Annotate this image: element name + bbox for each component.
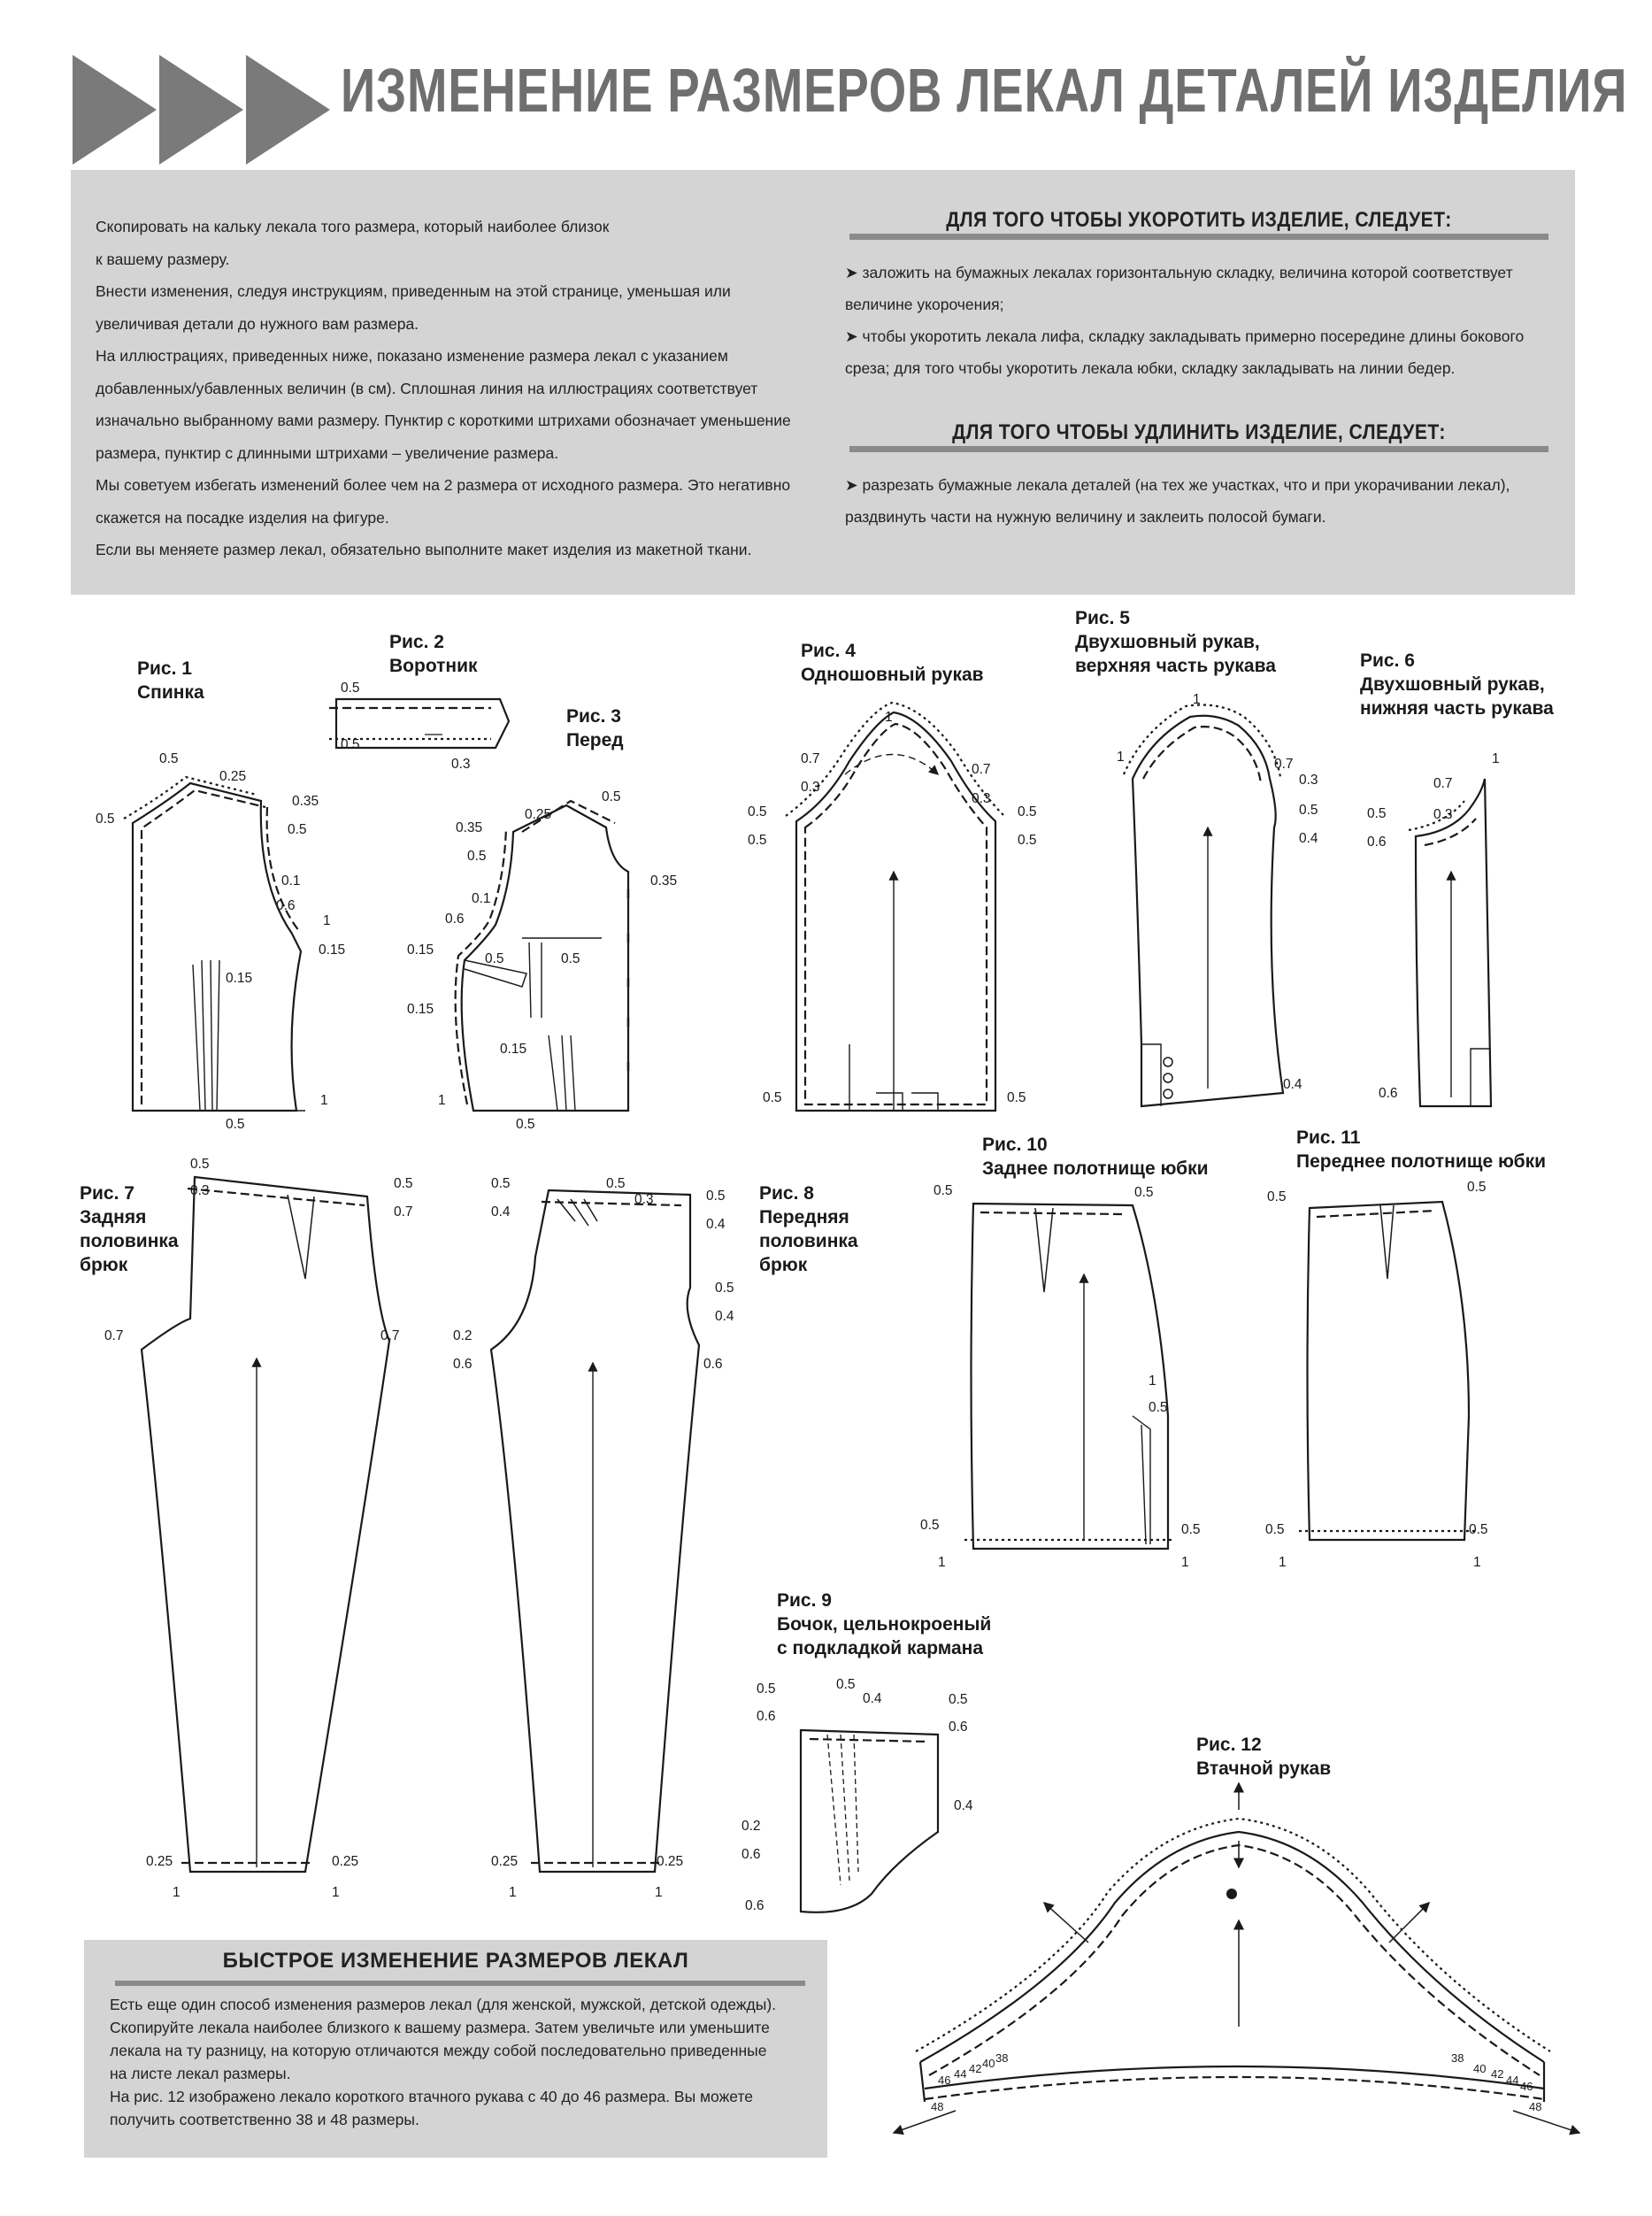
dim-label: 0.6	[445, 912, 465, 927]
fig5-name: Двухшовный рукав,	[1075, 632, 1260, 652]
size-label: 44	[954, 2067, 967, 2081]
dim-label: 0.3	[972, 791, 991, 806]
fig1-number: Рис. 1	[137, 658, 192, 679]
intro-line: На иллюстрациях, приведенных ниже, показано изменение размера лекал с указанием	[96, 347, 728, 365]
dim-label: 0.5	[190, 1157, 210, 1172]
dim-label: 1	[1181, 1555, 1189, 1570]
dim-label: 0.6	[1379, 1086, 1398, 1101]
dim-label: 0.3	[1299, 773, 1318, 788]
fig10-name: Заднее полотнище юбки	[982, 1158, 1209, 1179]
fig6-name: Двухшовный рукав,	[1360, 674, 1545, 695]
dim-label: 0.25	[332, 1854, 359, 1869]
dim-label: 0.3	[801, 780, 820, 795]
size-label: 40	[1473, 2062, 1487, 2075]
dim-label: 0.1	[281, 873, 301, 889]
dim-label: 0.5	[934, 1183, 953, 1198]
dim-label: 0.2	[741, 1819, 761, 1834]
intro-line: Если вы меняете размер лекал, обязательно выполните макет изделия из макетной ткани.	[96, 541, 752, 558]
fig6-sleeve-under-pattern	[1409, 779, 1491, 1106]
size-label: 44	[1506, 2074, 1519, 2087]
dim-label: 0.35	[650, 873, 678, 889]
intro-line: Внести изменения, следуя инструкциям, приведенным на этой странице, уменьшая или	[96, 282, 731, 300]
dim-label: 0.7	[972, 762, 991, 777]
dim-label: 0.7	[801, 751, 820, 766]
fig3-name: Перед	[566, 730, 624, 750]
dim-label: 0.5	[757, 1681, 776, 1697]
lengthen-line: раздвинуть части на нужную величину и заклеить полосой бумаги.	[845, 508, 1326, 526]
dim-label: 1	[323, 913, 331, 928]
dim-label: 0.3	[634, 1192, 654, 1207]
lengthen-heading: ДЛЯ ТОГО ЧТОБЫ УДЛИНИТЬ ИЗДЕЛИЕ, СЛЕДУЕТ:	[952, 420, 1446, 444]
dim-label: 0.25	[657, 1854, 684, 1869]
dim-label: 0.6	[453, 1357, 473, 1372]
dim-label: 0.5	[949, 1692, 968, 1707]
dim-label: 0.3	[451, 757, 471, 772]
fig11-name: Переднее полотнище юбки	[1296, 1151, 1547, 1172]
fig6-number: Рис. 6	[1360, 650, 1415, 671]
dim-label: 0.1	[472, 891, 491, 906]
quick-line: На рис. 12 изображено лекало короткого втачного рукава с 40 до 46 размера. Вы можете	[110, 2088, 753, 2105]
dimension-labels	[96, 681, 1541, 2113]
dim-label: 0.5	[606, 1176, 626, 1191]
dim-label: 0.4	[1299, 831, 1318, 846]
intro-line: скажется на посадке изделия на фигуре.	[96, 508, 389, 527]
dim-label: 0.4	[706, 1217, 726, 1232]
page-title: ИЗМЕНЕНИЕ РАЗМЕРОВ ЛЕКАЛ ДЕТАЛЕЙ ИЗДЕЛИЯ	[341, 56, 1628, 125]
dim-label: 0.4	[954, 1798, 973, 1813]
dim-label: 0.6	[703, 1357, 723, 1372]
dim-label: 1	[1279, 1555, 1287, 1570]
fig7-trouser-back-pattern	[142, 1177, 389, 1872]
dim-label: 0.5	[485, 951, 504, 966]
dim-label: 0.5	[836, 1677, 856, 1692]
dim-label: 0.4	[863, 1691, 882, 1706]
dim-label: 0.5	[602, 789, 621, 804]
shorten-line: ➤ чтобы укоротить лекала лифа, складку закладывать примерно посередине длины бокового	[845, 327, 1525, 345]
quick-line: лекала на ту разницу, на которую отличаются между собой последовательно приведенные	[110, 2042, 767, 2059]
dim-label: 0.5	[516, 1117, 535, 1132]
shorten-line: среза; для того чтобы укоротить лекала юбки, складку закладывать на линии бедер.	[845, 359, 1456, 377]
dim-label: 0.25	[219, 769, 247, 784]
dim-label: 0.5	[1134, 1185, 1154, 1200]
dim-label: 0.5	[1007, 1090, 1026, 1105]
dim-label: 0.6	[1367, 835, 1387, 850]
size-label: 46	[1520, 2080, 1533, 2093]
size-label: 48	[931, 2100, 944, 2113]
intro-line: увеличивая детали до нужного вам размера.	[96, 314, 419, 333]
fig8-trouser-front-pattern	[491, 1190, 699, 1872]
dim-label: 0.7	[1274, 757, 1294, 772]
fig12-center-dot	[1226, 1889, 1237, 1899]
dim-label: 0.3	[1433, 807, 1453, 822]
fig12-sleeve-grading	[894, 1783, 1579, 2133]
lengthen-line: ➤ разрезать бумажные лекала деталей (на тех же участках, что и при укорачивании лекал),	[845, 476, 1510, 494]
dim-label: 1	[332, 1885, 340, 1900]
shorten-line: ➤ заложить на бумажных лекалах горизонтальную складку, величина которой соответствует	[845, 264, 1513, 281]
fig4-name: Одношовный рукав	[801, 665, 984, 685]
dim-label: 0.15	[407, 943, 434, 958]
fig11-skirt-front-pattern	[1299, 1202, 1476, 1540]
fig2-name: Воротник	[389, 656, 478, 676]
fig5-sleeve-top-pattern	[1124, 705, 1283, 1107]
intro-line: добавленных/убавленных величин (в см). Сплошная линия на иллюстрациях соответствует	[96, 379, 758, 397]
dim-label: 0.3	[190, 1183, 210, 1198]
dim-label: 1	[1117, 750, 1125, 765]
size-label: 42	[969, 2062, 982, 2075]
dim-label: 0.5	[96, 812, 115, 827]
dim-label: 0.4	[1283, 1077, 1302, 1092]
dim-label: 0.2	[453, 1328, 473, 1343]
dim-label: 0.15	[319, 943, 346, 958]
size-label: 48	[1529, 2100, 1542, 2113]
dim-label: 0.6	[745, 1898, 765, 1913]
dim-label: 0.6	[276, 898, 296, 913]
fig11-number: Рис. 11	[1296, 1127, 1361, 1148]
intro-line: Скопировать на кальку лекала того размера, который наиболее близок	[96, 218, 610, 235]
dim-label: 0.5	[748, 833, 767, 848]
dim-label: 0.5	[1018, 804, 1037, 819]
fig8-number: Рис. 8	[759, 1183, 814, 1204]
dim-label: 1	[320, 1093, 328, 1108]
dim-label: 0.5	[1267, 1189, 1287, 1204]
dim-label: 0.5	[748, 804, 767, 819]
shorten-line: величине укорочения;	[845, 296, 1004, 313]
fig5-number: Рис. 5	[1075, 608, 1130, 628]
dim-label: 0.5	[159, 751, 179, 766]
size-label: 46	[938, 2074, 951, 2087]
dim-label: 0.5	[491, 1176, 511, 1191]
fig4-number: Рис. 4	[801, 641, 856, 661]
dim-label: 0.35	[456, 820, 483, 835]
dim-label: 1	[885, 710, 893, 725]
dim-label: 0.15	[500, 1042, 527, 1057]
dim-label: 0.5	[706, 1189, 726, 1204]
dim-label: 0.5	[1265, 1522, 1285, 1537]
dim-label: 0.25	[491, 1854, 519, 1869]
quick-line: Скопируйте лекала наиболее близкого к вашему размера. Затем увеличьте или уменьшите	[110, 2019, 770, 2036]
dim-label: 0.5	[561, 951, 580, 966]
dim-label: 0.5	[226, 1117, 245, 1132]
dim-label: 0.5	[1181, 1522, 1201, 1537]
quick-resize-rule	[115, 1981, 805, 1986]
fig8-name: половинка	[759, 1231, 858, 1251]
dim-label: 1	[1492, 751, 1500, 766]
fig9-number: Рис. 9	[777, 1590, 832, 1611]
dim-label: 0.5	[1149, 1400, 1168, 1415]
size-label: 42	[1491, 2067, 1504, 2081]
dim-label: 1	[1473, 1555, 1481, 1570]
dim-label: 1	[438, 1093, 446, 1108]
intro-line: к вашему размеру.	[96, 250, 230, 268]
dim-label: 0.15	[407, 1002, 434, 1017]
dim-label: 0.5	[288, 822, 307, 837]
fig12-name: Втачной рукав	[1196, 1758, 1332, 1779]
fig1-name: Спинка	[137, 682, 204, 703]
fig5-buttons	[1164, 1058, 1172, 1098]
dim-label: 0.5	[715, 1281, 734, 1296]
fig3-front-pattern	[456, 801, 628, 1111]
dim-label: 0.5	[467, 849, 487, 864]
dim-label: 0.5	[763, 1090, 782, 1105]
dim-label: 0.25	[525, 807, 552, 822]
dim-label: 1	[1193, 692, 1201, 707]
dim-label: 0.7	[394, 1204, 413, 1220]
dim-label: 0.5	[1299, 803, 1318, 818]
fig8-name: Передняя	[759, 1207, 849, 1227]
intro-line: Мы советуем избегать изменений более чем на 2 размера от исходного размера. Это негативно	[96, 476, 791, 494]
fig9-side-piece-pattern	[801, 1730, 938, 1912]
dim-label: 0.7	[380, 1328, 400, 1343]
quick-line: Есть еще один способ изменения размеров лекал (для женской, мужской, детской одежды).	[110, 1996, 777, 2013]
size-label: 40	[982, 2057, 995, 2070]
quick-resize-heading: БЫСТРОЕ ИЗМЕНЕНИЕ РАЗМЕРОВ ЛЕКАЛ	[222, 1949, 689, 1973]
dim-label: 0.5	[394, 1176, 413, 1191]
dim-label: 0.4	[491, 1204, 511, 1220]
fig7-number: Рис. 7	[80, 1183, 134, 1204]
fig12-number: Рис. 12	[1196, 1735, 1262, 1755]
intro-line: изначально выбранному вами размеру. Пунктир с короткими штрихами обозначает уменьшение	[96, 412, 791, 429]
dim-label: 0.25	[146, 1854, 173, 1869]
fig1-back-pattern	[124, 777, 305, 1111]
dim-label: 0.6	[757, 1709, 776, 1724]
dim-label: 1	[173, 1885, 181, 1900]
fig2-number: Рис. 2	[389, 632, 444, 652]
dim-label: 0.5	[1467, 1180, 1487, 1195]
dim-label: 1	[655, 1885, 663, 1900]
fig8-name: брюк	[759, 1255, 808, 1275]
fig10-skirt-back-pattern	[964, 1204, 1172, 1549]
fig7-name: Задняя	[80, 1207, 147, 1227]
intro-line: размера, пунктир с длинными штрихами – увеличение размера.	[96, 443, 559, 462]
dim-label: 0.6	[949, 1720, 968, 1735]
quick-resize-text	[110, 1993, 813, 2131]
fig3-number: Рис. 3	[566, 706, 621, 727]
fig5-name: верхняя часть рукава	[1075, 656, 1276, 676]
dim-label: 1	[509, 1885, 517, 1900]
fig6-name: нижняя часть рукава	[1360, 698, 1554, 719]
dim-label: 0.6	[741, 1847, 761, 1862]
dim-label: 0.5	[341, 737, 360, 752]
size-label: 38	[1451, 2051, 1464, 2065]
fig9-name: Бочок, цельнокроеный	[777, 1614, 992, 1635]
fig7-name: брюк	[80, 1255, 128, 1275]
quick-line: на листе лекал размеры.	[110, 2065, 291, 2082]
dim-label: 0.7	[1433, 776, 1453, 791]
dim-label: 0.5	[920, 1518, 940, 1533]
shorten-heading: ДЛЯ ТОГО ЧТОБЫ УКОРОТИТЬ ИЗДЕЛИЕ, СЛЕДУЕТ:	[946, 208, 1452, 232]
dim-label: 1	[1149, 1373, 1156, 1389]
dim-label: 0.4	[715, 1309, 734, 1324]
fig10-number: Рис. 10	[982, 1135, 1048, 1155]
dim-label: 1	[938, 1555, 946, 1570]
size-label: 38	[995, 2051, 1009, 2065]
fig7-name: половинка	[80, 1231, 179, 1251]
quick-line: получить соответственно 38 и 48 размеры.	[110, 2111, 419, 2128]
dim-label: 0.5	[1469, 1522, 1488, 1537]
dim-label: 0.7	[104, 1328, 124, 1343]
fig9-name: с подкладкой кармана	[777, 1638, 984, 1658]
dim-label: 0.5	[341, 681, 360, 696]
dim-label: 0.35	[292, 794, 319, 809]
dim-label: 0.5	[1367, 806, 1387, 821]
dim-label: 0.15	[226, 971, 253, 986]
dim-label: 0.5	[1018, 833, 1037, 848]
